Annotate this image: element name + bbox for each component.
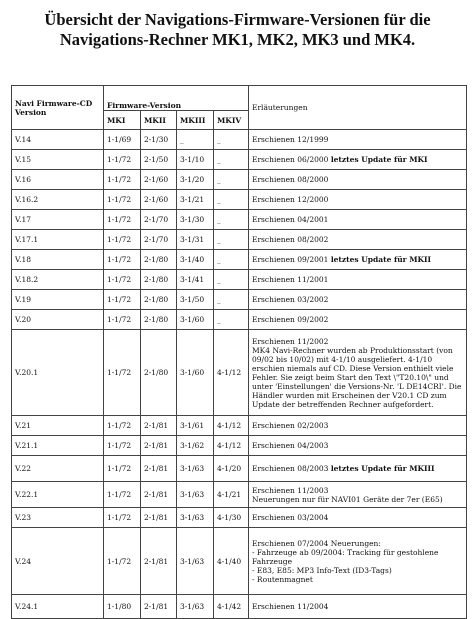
notes-cell	[249, 482, 467, 508]
mk4-cell: 4-1/20	[214, 456, 249, 482]
title-line-2: Navigations-Rechner MK1, MK2, MK3 und MK4.	[59, 30, 416, 49]
note-text: Erschienen 04/2001	[252, 215, 329, 224]
mk2-cell: 2-1/81	[141, 456, 177, 482]
mk2-cell: 2-1/70	[141, 230, 177, 250]
mk2-cell: 2-1/80	[141, 250, 177, 270]
version-cell: V.22.1	[12, 482, 104, 508]
mk3-cell: 3-1/41	[177, 270, 214, 290]
notes-cell	[249, 310, 467, 330]
notes-cell	[249, 210, 467, 230]
mk1-cell: 1-1/72	[104, 436, 141, 456]
note-highlight: letztes Update für MKIII	[330, 464, 435, 473]
mk4-cell: _	[214, 190, 249, 210]
version-cell: V.22	[12, 456, 104, 482]
mk3-cell: 3-1/30	[177, 210, 214, 230]
mk4-cell: 4-1/42	[214, 595, 249, 619]
mk4-cell: _	[214, 250, 249, 270]
mk4-cell: _	[214, 170, 249, 190]
note-text: Erschienen 09/2001	[252, 255, 329, 264]
mk1-cell: 1-1/72	[104, 170, 141, 190]
version-cell: V.14	[12, 130, 104, 150]
table-row	[12, 210, 467, 230]
notes-cell	[249, 330, 467, 416]
version-cell: V.16	[12, 170, 104, 190]
note-highlight: letztes Update für MKII	[330, 255, 432, 264]
mk1-cell: 1-1/72	[104, 290, 141, 310]
version-cell: V.18	[12, 250, 104, 270]
note-text: Erschienen 11/2001	[252, 275, 329, 284]
mk4-cell: _	[214, 310, 249, 330]
mk2-cell: 2-1/81	[141, 482, 177, 508]
notes-cell	[249, 595, 467, 619]
table-row	[12, 508, 467, 528]
note-text: Erschienen 12/1999	[252, 135, 329, 144]
version-cell: V.20	[12, 310, 104, 330]
mk3-cell: _	[177, 130, 214, 150]
mk2-cell: 2-1/81	[141, 595, 177, 619]
notes-cell	[249, 170, 467, 190]
mk1-cell: 1-1/72	[104, 456, 141, 482]
version-cell: V.24.1	[12, 595, 104, 619]
mk1-cell: 1-1/72	[104, 330, 141, 416]
page-title	[0, 10, 475, 50]
table-row	[12, 190, 467, 210]
mk2-cell: 2-1/80	[141, 330, 177, 416]
mk2-cell: 2-1/80	[141, 270, 177, 290]
notes-cell	[249, 456, 467, 482]
note-text: Erschienen 08/2000	[252, 175, 329, 184]
mk1-cell: 1-1/72	[104, 250, 141, 270]
mk4-cell: _	[214, 150, 249, 170]
mk3-cell: 3-1/60	[177, 330, 214, 416]
notes-cell	[249, 230, 467, 250]
mk1-cell: 1-1/72	[104, 210, 141, 230]
note-text: Erschienen 11/2004	[252, 602, 329, 611]
version-cell: V.15	[12, 150, 104, 170]
notes-cell	[249, 508, 467, 528]
firmware-table	[11, 85, 467, 619]
mk3-cell: 3-1/21	[177, 190, 214, 210]
note-text: Erschienen 03/2004	[252, 513, 329, 522]
header-mk1: MKI	[104, 111, 141, 130]
note-text: Erschienen 07/2004 Neuerungen: - Fahrzeuge ab 09/2004: Tracking für gestohlene Fahrzeuge - E83, E85: MP3 Info-Text (ID3-Tags) - Routenmagnet	[252, 538, 439, 584]
table-row	[12, 456, 467, 482]
table-row	[12, 528, 467, 595]
note-text: Erschienen 04/2003	[252, 441, 329, 450]
note-text: Erschienen 02/2003	[252, 421, 329, 430]
notes-cell	[249, 416, 467, 436]
table-row	[12, 595, 467, 619]
mk4-cell: 4-1/12	[214, 416, 249, 436]
table-row	[12, 482, 467, 508]
mk3-cell: 3-1/31	[177, 230, 214, 250]
mk1-cell: 1-1/72	[104, 528, 141, 595]
mk2-cell: 2-1/80	[141, 290, 177, 310]
mk2-cell: 2-1/60	[141, 170, 177, 190]
mk4-cell: _	[214, 230, 249, 250]
table-row	[12, 270, 467, 290]
mk3-cell: 3-1/63	[177, 456, 214, 482]
notes-cell	[249, 250, 467, 270]
mk1-cell: 1-1/80	[104, 595, 141, 619]
mk1-cell: 1-1/72	[104, 230, 141, 250]
mk2-cell: 2-1/30	[141, 130, 177, 150]
notes-cell	[249, 436, 467, 456]
version-cell: V.21.1	[12, 436, 104, 456]
mk2-cell: 2-1/81	[141, 528, 177, 595]
notes-cell	[249, 190, 467, 210]
note-text: Erschienen 11/2002 MK4 Navi-Rechner wurden ab Produktionsstart (von 09/02 bis 10/02) mit 4-1/10 ausgeliefert. 4-1/10 erschien niemals auf CD. Diese Version enthielt viele Fehler. Sie zeigt beim Start den Text \"T20.10\" und unter 'Einstellungen' die Versions-Nr. 'L DE14CRI'. Die Händler wurden mit Erscheinen der V20.1 CD zum Update der betreffenden Rechner aufgefordert.	[252, 336, 462, 409]
table-row	[12, 150, 467, 170]
mk2-cell: 2-1/80	[141, 310, 177, 330]
mk3-cell: 3-1/50	[177, 290, 214, 310]
version-cell: V.17	[12, 210, 104, 230]
mk2-cell: 2-1/50	[141, 150, 177, 170]
mk4-cell: _	[214, 130, 249, 150]
mk2-cell: 2-1/70	[141, 210, 177, 230]
table-row	[12, 330, 467, 416]
title-line-1: Übersicht der Navigations-Firmware-Versionen für die	[44, 10, 431, 29]
note-text: Erschienen 06/2000	[252, 155, 329, 164]
notes-cell	[249, 270, 467, 290]
header-mk3: MKIII	[177, 111, 214, 130]
table-body	[12, 130, 467, 619]
mk1-cell: 1-1/72	[104, 270, 141, 290]
note-text: Erschienen 08/2003	[252, 464, 329, 473]
mk3-cell: 3-1/20	[177, 170, 214, 190]
version-cell: V.19	[12, 290, 104, 310]
mk3-cell: 3-1/63	[177, 595, 214, 619]
version-cell: V.21	[12, 416, 104, 436]
mk3-cell: 3-1/61	[177, 416, 214, 436]
mk4-cell: 4-1/21	[214, 482, 249, 508]
note-highlight: letztes Update für MKI	[330, 155, 428, 164]
version-cell: V.17.1	[12, 230, 104, 250]
table-row	[12, 310, 467, 330]
table-row	[12, 290, 467, 310]
mk3-cell: 3-1/60	[177, 310, 214, 330]
header-mk4: MKIV	[214, 111, 249, 130]
note-text: Erschienen 12/2000	[252, 195, 329, 204]
table-row	[12, 416, 467, 436]
notes-cell	[249, 150, 467, 170]
notes-cell	[249, 528, 467, 595]
mk1-cell: 1-1/72	[104, 150, 141, 170]
mk3-cell: 3-1/63	[177, 482, 214, 508]
note-text: Erschienen 03/2002	[252, 295, 329, 304]
table-row	[12, 170, 467, 190]
mk2-cell: 2-1/81	[141, 416, 177, 436]
note-text: Erschienen 08/2002	[252, 235, 329, 244]
table-row	[12, 230, 467, 250]
mk1-cell: 1-1/72	[104, 310, 141, 330]
mk3-cell: 3-1/62	[177, 436, 214, 456]
mk4-cell: 4-1/12	[214, 436, 249, 456]
mk4-cell: 4-1/40	[214, 528, 249, 595]
mk2-cell: 2-1/81	[141, 436, 177, 456]
mk1-cell: 1-1/72	[104, 508, 141, 528]
mk4-cell: _	[214, 290, 249, 310]
table-row	[12, 436, 467, 456]
note-text: Erschienen 11/2003 Neuerungen nur für NAVI01 Geräte der 7er (E65)	[252, 485, 443, 504]
mk2-cell: 2-1/60	[141, 190, 177, 210]
mk3-cell: 3-1/10	[177, 150, 214, 170]
mk1-cell: 1-1/72	[104, 482, 141, 508]
version-cell: V.23	[12, 508, 104, 528]
header-firmware: Firmware-Version	[104, 86, 249, 111]
version-cell: V.24	[12, 528, 104, 595]
version-cell: V.20.1	[12, 330, 104, 416]
header-notes: Erläuterungen	[249, 86, 467, 130]
mk3-cell: 3-1/63	[177, 508, 214, 528]
header-version: Navi Firmware-CD Version	[12, 86, 104, 130]
mk3-cell: 3-1/40	[177, 250, 214, 270]
mk4-cell: 4-1/12	[214, 330, 249, 416]
mk4-cell: _	[214, 270, 249, 290]
table-row	[12, 130, 467, 150]
version-cell: V.16.2	[12, 190, 104, 210]
table-row	[12, 250, 467, 270]
notes-cell	[249, 130, 467, 150]
mk1-cell: 1-1/72	[104, 416, 141, 436]
mk4-cell: _	[214, 210, 249, 230]
note-text: Erschienen 09/2002	[252, 315, 329, 324]
version-cell: V.18.2	[12, 270, 104, 290]
header-mk2: MKII	[141, 111, 177, 130]
notes-cell	[249, 290, 467, 310]
mk1-cell: 1-1/72	[104, 190, 141, 210]
mk2-cell: 2-1/81	[141, 508, 177, 528]
mk1-cell: 1-1/69	[104, 130, 141, 150]
mk3-cell: 3-1/63	[177, 528, 214, 595]
mk4-cell: 4-1/30	[214, 508, 249, 528]
